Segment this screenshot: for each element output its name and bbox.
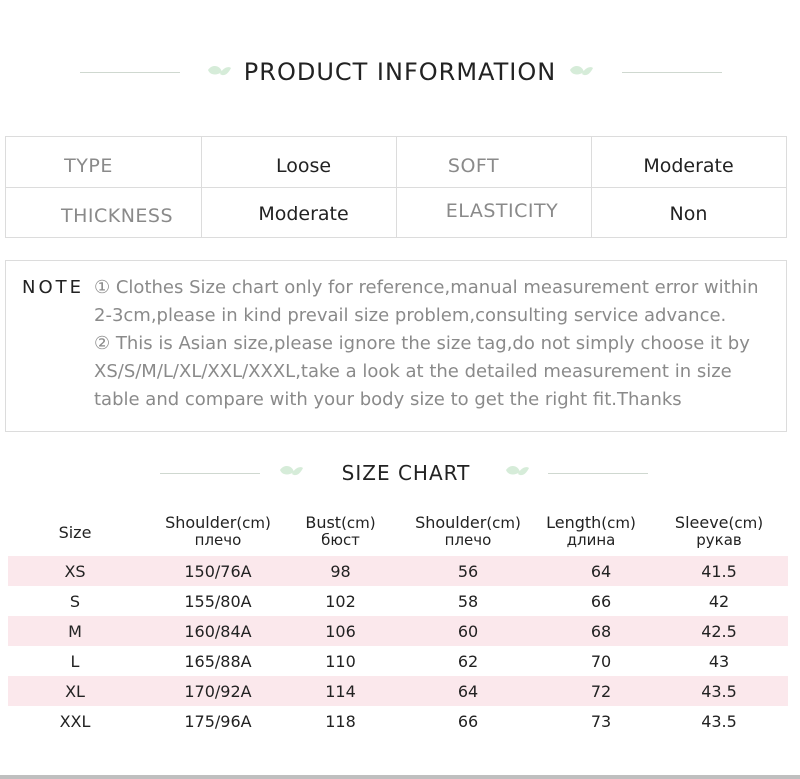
table-cell: 42.5 [701,621,737,641]
leaf-icon [504,462,530,480]
header-name: Length [546,513,602,532]
info-label: SOFT [447,155,500,177]
table-cell: S [69,591,81,611]
header-cell [663,514,775,549]
table-cell: 42 [708,591,730,611]
table-row [8,676,788,706]
header-unit: (cm) [341,514,376,532]
header-name: Bust [305,513,342,532]
header-unit: (cm) [486,514,521,532]
note-line: table and compare with your body size to get the right fit.Thanks [94,389,682,410]
table-row [8,706,788,736]
table-cell: 70 [590,651,612,671]
size-chart-title-text: SIZE CHART [341,461,471,485]
header-main [535,514,647,532]
table-row [8,586,788,616]
table-cell: XXL [59,711,91,731]
note-line: 2-3cm,please in kind prevail size problem,consulting service advance. [94,305,727,326]
table-cell: L [70,651,80,671]
table-cell: 160/84A [184,621,252,641]
table-cell: 165/88A [184,651,252,671]
table-cell: 64 [590,561,612,581]
product-info-title-text: PRODUCT INFORMATION [243,58,557,86]
info-row [6,141,786,191]
note-line: ② This is Asian size,please ignore the size tag,do not simply choose it by [94,333,750,354]
leaf-icon [568,62,594,80]
info-row [6,189,786,239]
info-value: Loose [275,155,332,177]
table-cell: 62 [457,651,479,671]
header-unit: (cm) [601,514,636,532]
table-cell: XL [65,681,85,701]
table-cell: 56 [457,561,479,581]
size-chart-title [6,461,800,485]
table-cell: 41.5 [701,561,737,581]
note-line: ① Clothes Size chart only for reference,manual measurement error within [94,277,759,298]
header-name: Shoulder [165,513,237,532]
table-row [8,646,788,676]
table-cell: 102 [325,591,356,611]
header-name: Shoulder [415,513,487,532]
table-cell: 106 [325,621,356,641]
table-cell: 43 [708,651,730,671]
table-cell: 68 [590,621,612,641]
info-value: Moderate [643,155,734,177]
table-cell: 64 [457,681,479,701]
header-cell [398,514,538,549]
table-cell: XS [64,561,86,581]
table-cell: 98 [330,561,351,581]
table-cell: 110 [325,651,356,671]
header-sub: плечо [444,531,492,549]
info-label: TYPE [64,155,113,177]
table-cell: 66 [590,591,612,611]
header-sub: длина [566,531,616,549]
table-cell: 60 [457,621,479,641]
header-main [148,514,288,532]
header-cell [148,514,288,549]
info-value: Moderate [258,203,349,225]
table-cell: 43.5 [701,681,737,701]
header-main [663,514,775,532]
header-cell [293,514,388,549]
header-main [398,514,538,532]
table-cell: 114 [325,681,356,701]
header-sub: плечо [194,531,242,549]
table-cell: 73 [590,711,612,731]
header-cell [535,514,647,549]
size-chart-header [8,508,788,554]
header-unit: (cm) [236,514,271,532]
note-label: NOTE [22,277,85,298]
table-cell: 170/92A [184,681,252,701]
table-cell: 58 [457,591,479,611]
table-cell: 150/76A [184,561,252,581]
info-value: Non [669,203,708,225]
note-box [5,260,787,432]
bottom-divider [0,775,800,779]
table-cell: M [68,621,82,641]
header-sub: рукав [696,531,742,549]
table-cell: 66 [457,711,479,731]
title-rule-right [622,72,722,73]
header-main [293,514,388,532]
header-name: Sleeve [674,513,729,532]
table-cell: 72 [590,681,612,701]
header-cell [30,524,120,541]
table-row [8,616,788,646]
info-label: ELASTICITY [445,200,559,222]
header-main: Size [58,523,92,542]
header-sub: бюст [321,531,360,549]
title-rule-right [548,473,648,474]
table-cell: 155/80A [184,591,252,611]
table-cell: 175/96A [184,711,252,731]
info-label: THICKNESS [60,205,174,227]
product-info-table [5,136,787,238]
table-cell: 43.5 [701,711,737,731]
table-cell: 118 [325,711,356,731]
note-line: XS/S/M/L/XL/XXL/XXXL,take a look at the detailed measurement in size [94,361,732,382]
table-row [8,556,788,586]
header-unit: (cm) [728,514,764,532]
